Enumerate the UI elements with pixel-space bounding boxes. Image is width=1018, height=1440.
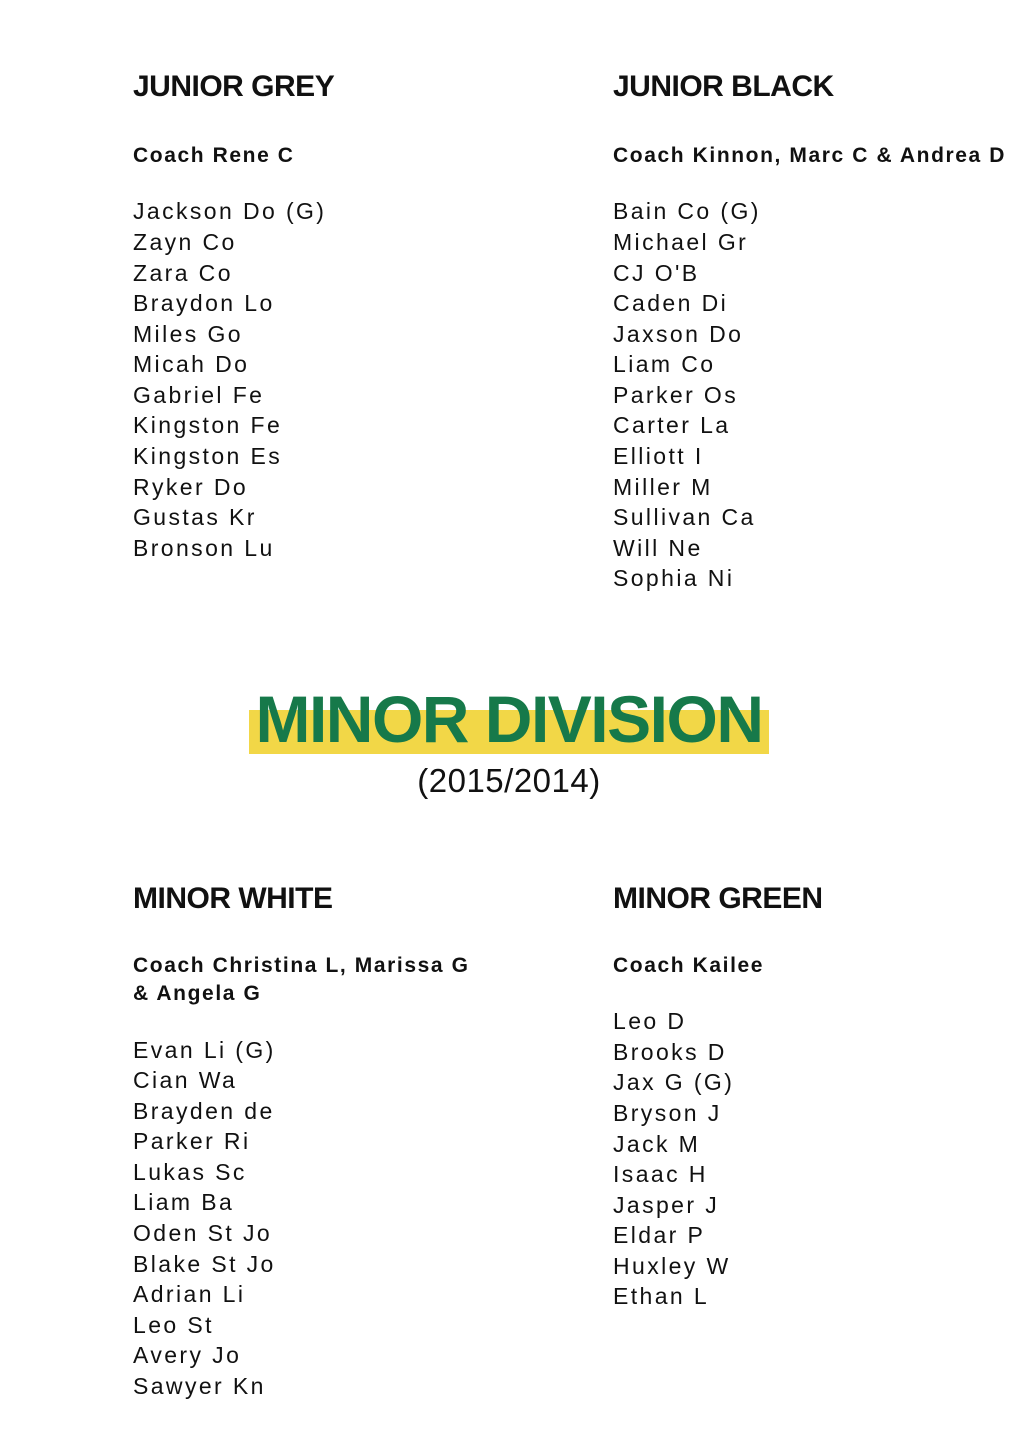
- list-item: Jasper J: [613, 1191, 720, 1218]
- list-item: Adrian Li: [133, 1281, 246, 1308]
- list-item: Sophia Ni: [613, 565, 735, 592]
- list-item: Parker Ri: [133, 1128, 251, 1155]
- list-item: Avery Jo: [133, 1342, 242, 1369]
- list-item: Will Ne: [613, 534, 703, 561]
- list-item: Kingston Es: [133, 442, 283, 469]
- list-item: Bain Co (G): [613, 198, 761, 225]
- division-title-wrap: [249, 681, 768, 756]
- list-item: Braydon Lo: [133, 290, 275, 317]
- list-item: Zara Co: [133, 259, 233, 286]
- list-item: Isaac H: [613, 1161, 708, 1188]
- list-item: Miller M: [613, 473, 713, 500]
- division-banner: [0, 681, 1018, 800]
- list-item: Evan Li (G): [133, 1036, 276, 1063]
- list-item: Brayden de: [133, 1097, 275, 1124]
- list-item: Jax G (G): [613, 1069, 735, 1096]
- list-item: Jack M: [613, 1130, 701, 1157]
- page-title: MINOR DIVISION: [255, 681, 763, 756]
- coach-junior-grey: Coach Rene C: [133, 144, 295, 167]
- list-item: Micah Do: [133, 351, 250, 378]
- team-title-minor-green: MINOR GREEN: [613, 881, 823, 915]
- list-item: Huxley W: [613, 1252, 731, 1279]
- list-item: Elliott I: [613, 442, 704, 469]
- team-title-minor-white: MINOR WHITE: [133, 881, 333, 915]
- list-item: Cian Wa: [133, 1067, 238, 1094]
- list-item: Liam Ba: [133, 1189, 235, 1216]
- list-item: Liam Co: [613, 351, 716, 378]
- list-item: Leo D: [613, 1008, 687, 1035]
- coach-minor-white: Coach Christina L, Marissa G & Angela G: [133, 953, 470, 1006]
- list-item: Gustas Kr: [133, 504, 257, 531]
- list-item: Leo St: [133, 1311, 214, 1338]
- roster-minor-green: [613, 1006, 1013, 1312]
- list-item: Sullivan Ca: [613, 504, 756, 531]
- list-item: Ethan L: [613, 1283, 710, 1310]
- team-title-junior-grey: JUNIOR GREY: [133, 70, 335, 103]
- coach-junior-black: Coach Kinnon, Marc C & Andrea D: [613, 144, 1007, 167]
- list-item: Ryker Do: [133, 473, 249, 500]
- list-item: Miles Go: [133, 320, 243, 347]
- division-years: (2015/2014): [417, 761, 601, 799]
- list-item: Gabriel Fe: [133, 381, 265, 408]
- list-item: Kingston Fe: [133, 412, 283, 439]
- roster-junior-black: [613, 196, 1013, 594]
- team-column-junior-black: [0, 70, 1007, 594]
- list-item: Caden Di: [613, 290, 729, 317]
- minor-division-section: [0, 882, 1018, 1402]
- team-title-junior-black: JUNIOR BLACK: [613, 70, 834, 103]
- list-item: Jackson Do (G): [133, 198, 327, 225]
- list-item: Parker Os: [613, 381, 739, 408]
- list-item: Sawyer Kn: [133, 1372, 266, 1399]
- list-item: Jaxson Do: [613, 320, 744, 347]
- list-item: Bryson J: [613, 1099, 722, 1126]
- junior-division-section: [0, 0, 1018, 594]
- list-item: Eldar P: [613, 1222, 706, 1249]
- list-item: Bronson Lu: [133, 534, 275, 561]
- list-item: Blake St Jo: [133, 1250, 276, 1277]
- coach-minor-green: Coach Kailee: [613, 953, 765, 977]
- list-item: Oden St Jo: [133, 1220, 273, 1247]
- team-column-minor-green: [0, 881, 823, 1402]
- list-item: Brooks D: [613, 1038, 727, 1065]
- list-item: CJ O'B: [613, 259, 700, 286]
- list-item: Lukas Sc: [133, 1158, 247, 1185]
- list-item: Carter La: [613, 412, 731, 439]
- list-item: Zayn Co: [133, 228, 237, 255]
- list-item: Michael Gr: [613, 228, 749, 255]
